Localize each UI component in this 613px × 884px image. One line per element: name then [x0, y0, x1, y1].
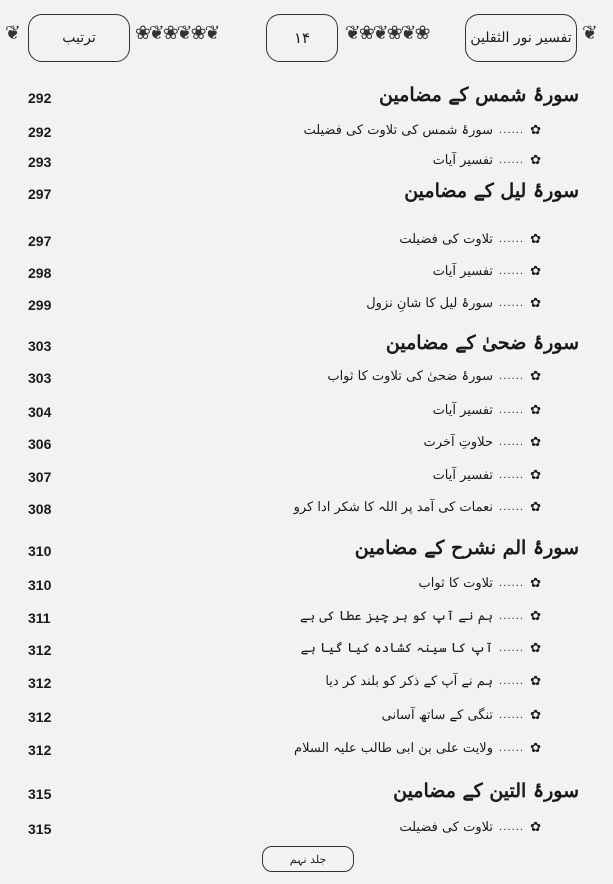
leader-dots: ......	[499, 643, 525, 654]
page-number-box	[266, 14, 338, 62]
entry	[433, 264, 541, 279]
entry-title: ہم نے آپ کے ذکر کو بلند کر دیا	[325, 674, 494, 689]
toc-entry	[0, 432, 613, 462]
page-ref: 308	[28, 501, 52, 517]
leader-dots: ......	[499, 155, 525, 166]
entry-title: سورۂ شمس کی تلاوت کی فضیلت	[303, 123, 494, 138]
entry	[294, 500, 541, 515]
leader-dots: ......	[499, 743, 525, 754]
toc-entry	[0, 573, 613, 603]
volume-label: جلد نہم	[289, 852, 327, 866]
toc-entry	[0, 638, 613, 668]
toc-entry	[0, 738, 613, 768]
entry	[325, 674, 541, 689]
toc-entry	[0, 705, 613, 735]
book-title: تفسیر نور الثقلین	[470, 30, 572, 46]
entry	[424, 435, 542, 450]
leader-dots: ......	[499, 371, 525, 382]
flower-bullet-icon: ✿	[530, 708, 541, 723]
page-ref: 297	[28, 233, 52, 249]
page-ref: 315	[28, 821, 52, 837]
entry-title: تفسیر آیات	[432, 468, 494, 483]
entry	[433, 153, 541, 168]
leader-dots: ......	[499, 676, 525, 687]
toc-entry	[0, 671, 613, 701]
section-heading: سورۂ لیل کے مضامین	[404, 180, 579, 202]
flower-bullet-icon: ✿	[530, 232, 541, 247]
leader-dots: ......	[499, 437, 525, 448]
leader-dots: ......	[499, 822, 525, 833]
entry	[294, 741, 541, 756]
entry-title: تنگی کے ساتھ آسانی	[381, 708, 494, 723]
page-ref: 310	[28, 577, 52, 593]
section-heading-row	[0, 539, 613, 569]
section-heading: سورۂ الم نشرح کے مضامین	[354, 537, 579, 559]
leader-dots: ......	[499, 611, 525, 622]
volume-label-box	[262, 846, 354, 872]
entry-title: سورۂ ضحیٰ کی تلاوت کا ثواب	[327, 369, 494, 384]
entry-title: آپ کا سینہ کشادہ کیا گیا ہے	[300, 641, 494, 656]
header-ornament-left: ❀❦❀❦❀❦	[135, 22, 219, 44]
flower-bullet-icon: ✿	[530, 674, 541, 689]
page-ref: 312	[28, 642, 52, 658]
leader-dots: ......	[499, 578, 525, 589]
flower-bullet-icon: ✿	[530, 403, 541, 418]
entry-title: تلاوت کا ثواب	[418, 576, 494, 591]
page-ref: 312	[28, 675, 52, 691]
page-ref: 293	[28, 154, 52, 170]
section-heading: سورۂ ضحیٰ کے مضامین	[385, 332, 579, 354]
toc-entry	[0, 366, 613, 396]
entry	[433, 403, 541, 418]
toc-entry	[0, 606, 613, 636]
entry-title: تلاوت کی فضیلت	[399, 232, 494, 247]
ornament-icon: ❦	[582, 22, 596, 44]
leader-dots: ......	[499, 266, 525, 277]
entry-title: سورۂ لیل کا شانِ نزول	[366, 296, 494, 311]
page-ref: 303	[28, 370, 52, 386]
section-heading-row	[0, 782, 613, 812]
page-ref: 312	[28, 709, 52, 725]
entry-title: نعمات کی آمد پر اللہ کا شکر ادا کرو	[293, 500, 494, 515]
entry	[303, 123, 541, 138]
toc-entry	[0, 465, 613, 495]
flower-bullet-icon: ✿	[530, 264, 541, 279]
entry	[399, 232, 541, 247]
entry	[399, 820, 541, 835]
entry-title: تفسیر آیات	[432, 264, 494, 279]
flower-bullet-icon: ✿	[530, 741, 541, 756]
page-ref: 292	[28, 124, 52, 140]
chapter-title: ترتیب	[62, 30, 96, 46]
section-heading-row	[0, 86, 613, 116]
leader-dots: ......	[499, 234, 525, 245]
leader-dots: ......	[499, 710, 525, 721]
toc-entry	[0, 400, 613, 430]
flower-bullet-icon: ✿	[530, 369, 541, 384]
flower-bullet-icon: ✿	[530, 641, 541, 656]
entry	[382, 708, 541, 723]
header-ornament-right: ❦❀❦❀❦❀	[345, 22, 429, 44]
page-ref: 303	[28, 338, 52, 354]
entry-title: حلاوتِ آخرت	[423, 435, 494, 450]
page-ref: 299	[28, 297, 52, 313]
page-ref: 307	[28, 469, 52, 485]
ornament-icon: ❦	[5, 22, 19, 44]
page-ref: 298	[28, 265, 52, 281]
section-heading: سورۂ التین کے مضامین	[393, 780, 579, 802]
leader-dots: ......	[499, 405, 525, 416]
toc-entry	[0, 120, 613, 150]
entry-title: تفسیر آیات	[432, 403, 494, 418]
flower-bullet-icon: ✿	[530, 820, 541, 835]
entry-title: ہم نے آپ کو ہر چیز عطا کی ہے	[299, 609, 494, 624]
page-ref: 311	[28, 610, 51, 626]
page-ref: 310	[28, 543, 52, 559]
page-ref: 292	[28, 90, 52, 106]
toc-entry	[0, 293, 613, 323]
entry-title: تفسیر آیات	[432, 153, 494, 168]
entry	[301, 641, 541, 656]
flower-bullet-icon: ✿	[530, 576, 541, 591]
entry-title: تلاوت کی فضیلت	[399, 820, 494, 835]
page-ref: 297	[28, 186, 52, 202]
entry	[300, 609, 541, 624]
flower-bullet-icon: ✿	[530, 296, 541, 311]
leader-dots: ......	[499, 470, 525, 481]
flower-bullet-icon: ✿	[530, 153, 541, 168]
flower-bullet-icon: ✿	[530, 609, 541, 624]
page-ref: 304	[28, 404, 52, 420]
entry-title: ولایت علی بن ابی طالب علیہ السلام	[294, 741, 494, 756]
book-title-box	[465, 14, 577, 62]
chapter-title-box	[28, 14, 130, 62]
toc-entry	[0, 497, 613, 527]
entry	[433, 468, 541, 483]
flower-bullet-icon: ✿	[530, 123, 541, 138]
flower-bullet-icon: ✿	[530, 435, 541, 450]
toc-entry	[0, 229, 613, 259]
toc-entry	[0, 817, 613, 847]
entry	[366, 296, 541, 311]
section-heading: سورۂ شمس کے مضامین	[378, 84, 579, 106]
page-number: ۱۴	[293, 29, 311, 47]
flower-bullet-icon: ✿	[530, 468, 541, 483]
flower-bullet-icon: ✿	[530, 500, 541, 515]
page-ref: 306	[28, 436, 52, 452]
section-heading-row	[0, 182, 613, 212]
entry	[419, 576, 541, 591]
page-ref: 312	[28, 742, 52, 758]
section-heading-row	[0, 334, 613, 364]
page-ref: 315	[28, 786, 52, 802]
entry	[327, 369, 541, 384]
leader-dots: ......	[499, 502, 525, 513]
leader-dots: ......	[499, 298, 525, 309]
leader-dots: ......	[499, 125, 525, 136]
toc-entry	[0, 261, 613, 291]
toc-entry	[0, 150, 613, 180]
